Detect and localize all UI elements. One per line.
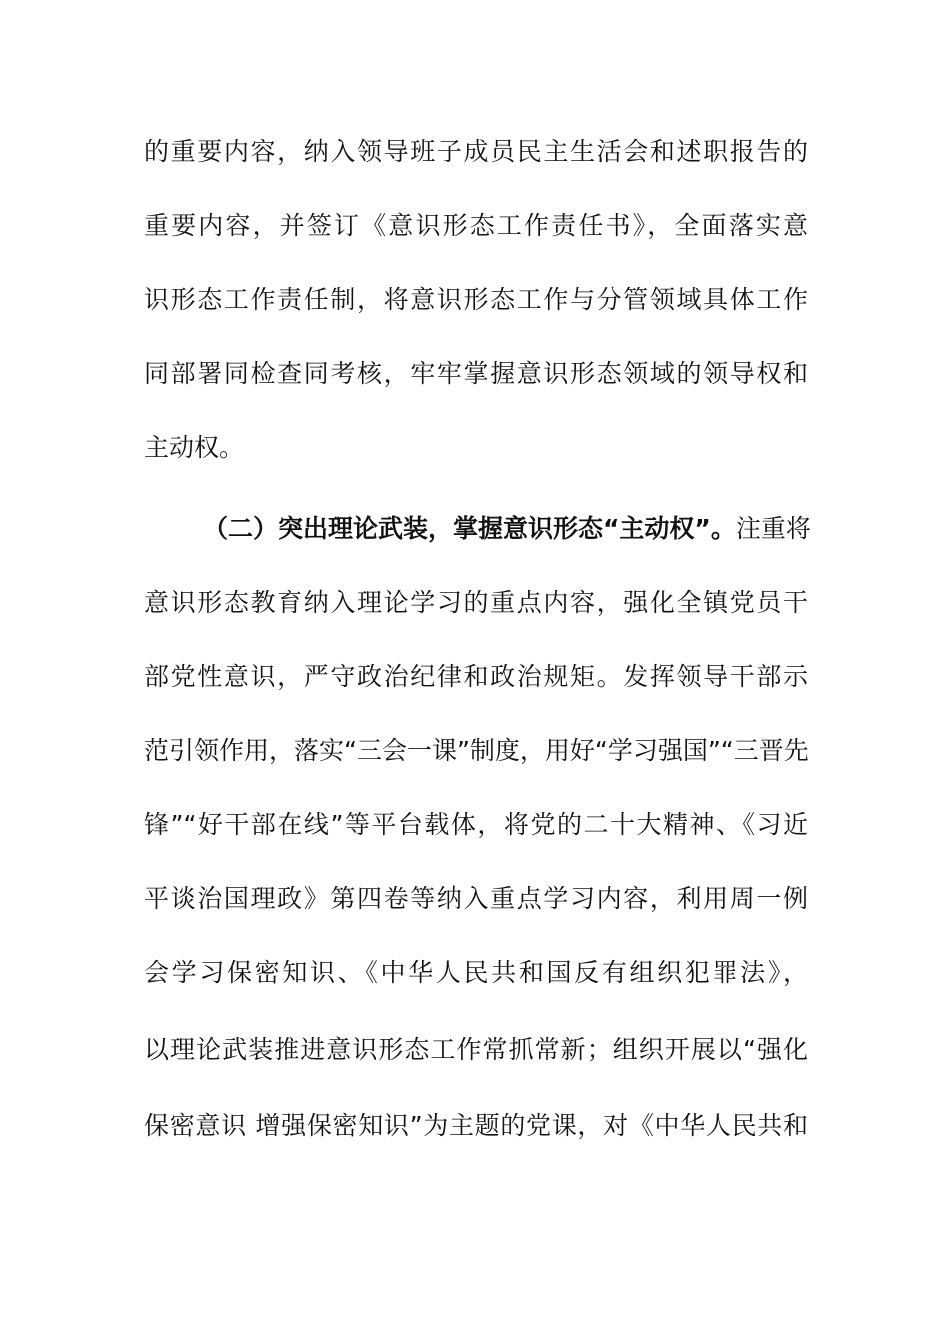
body-text-line: 意识形态教育纳入理论学习的重点内容，强化全镇党员干	[144, 588, 808, 617]
body-text-line: 平谈治国理政》第四卷等纳入重点学习内容，利用周一例	[144, 884, 808, 913]
body-text-line: 会学习保密知识、《中华人民共和国反有组织犯罪法》，	[144, 958, 808, 987]
body-text-line: 以理论武装推进意识形态工作常抓常新；组织开展以“强化	[144, 1035, 808, 1064]
body-text-line: 重要内容，并签订《意识形态工作责任书》，全面落实意	[144, 211, 808, 240]
body-text-line: 保密意识 增强保密知识”为主题的党课，对《中华人民共和	[144, 1111, 808, 1140]
section-heading-line	[203, 510, 811, 548]
body-text-line: 的重要内容，纳入领导班子成员民主生活会和述职报告的	[144, 137, 808, 166]
body-text-line: 同部署同检查同考核，牢牢掌握意识形态领域的领导权和	[144, 359, 808, 388]
body-text-line: 部党性意识，严守政治纪律和政治规矩。发挥领导干部示	[144, 662, 808, 691]
body-text-line: 锋”“好干部在线”等平台载体，将党的二十大精神、《习近	[144, 810, 808, 839]
body-text-fragment: 注重将	[735, 514, 811, 543]
body-text-line: 主动权。	[144, 433, 245, 462]
section-heading: （二）突出理论武装，掌握意识形态“主动权”。	[203, 514, 736, 543]
body-text-line: 识形态工作责任制，将意识形态工作与分管领域具体工作	[144, 285, 808, 314]
body-text-line: 范引领作用，落实“三会一课”制度，用好“学习强国”“三晋先	[144, 736, 809, 765]
